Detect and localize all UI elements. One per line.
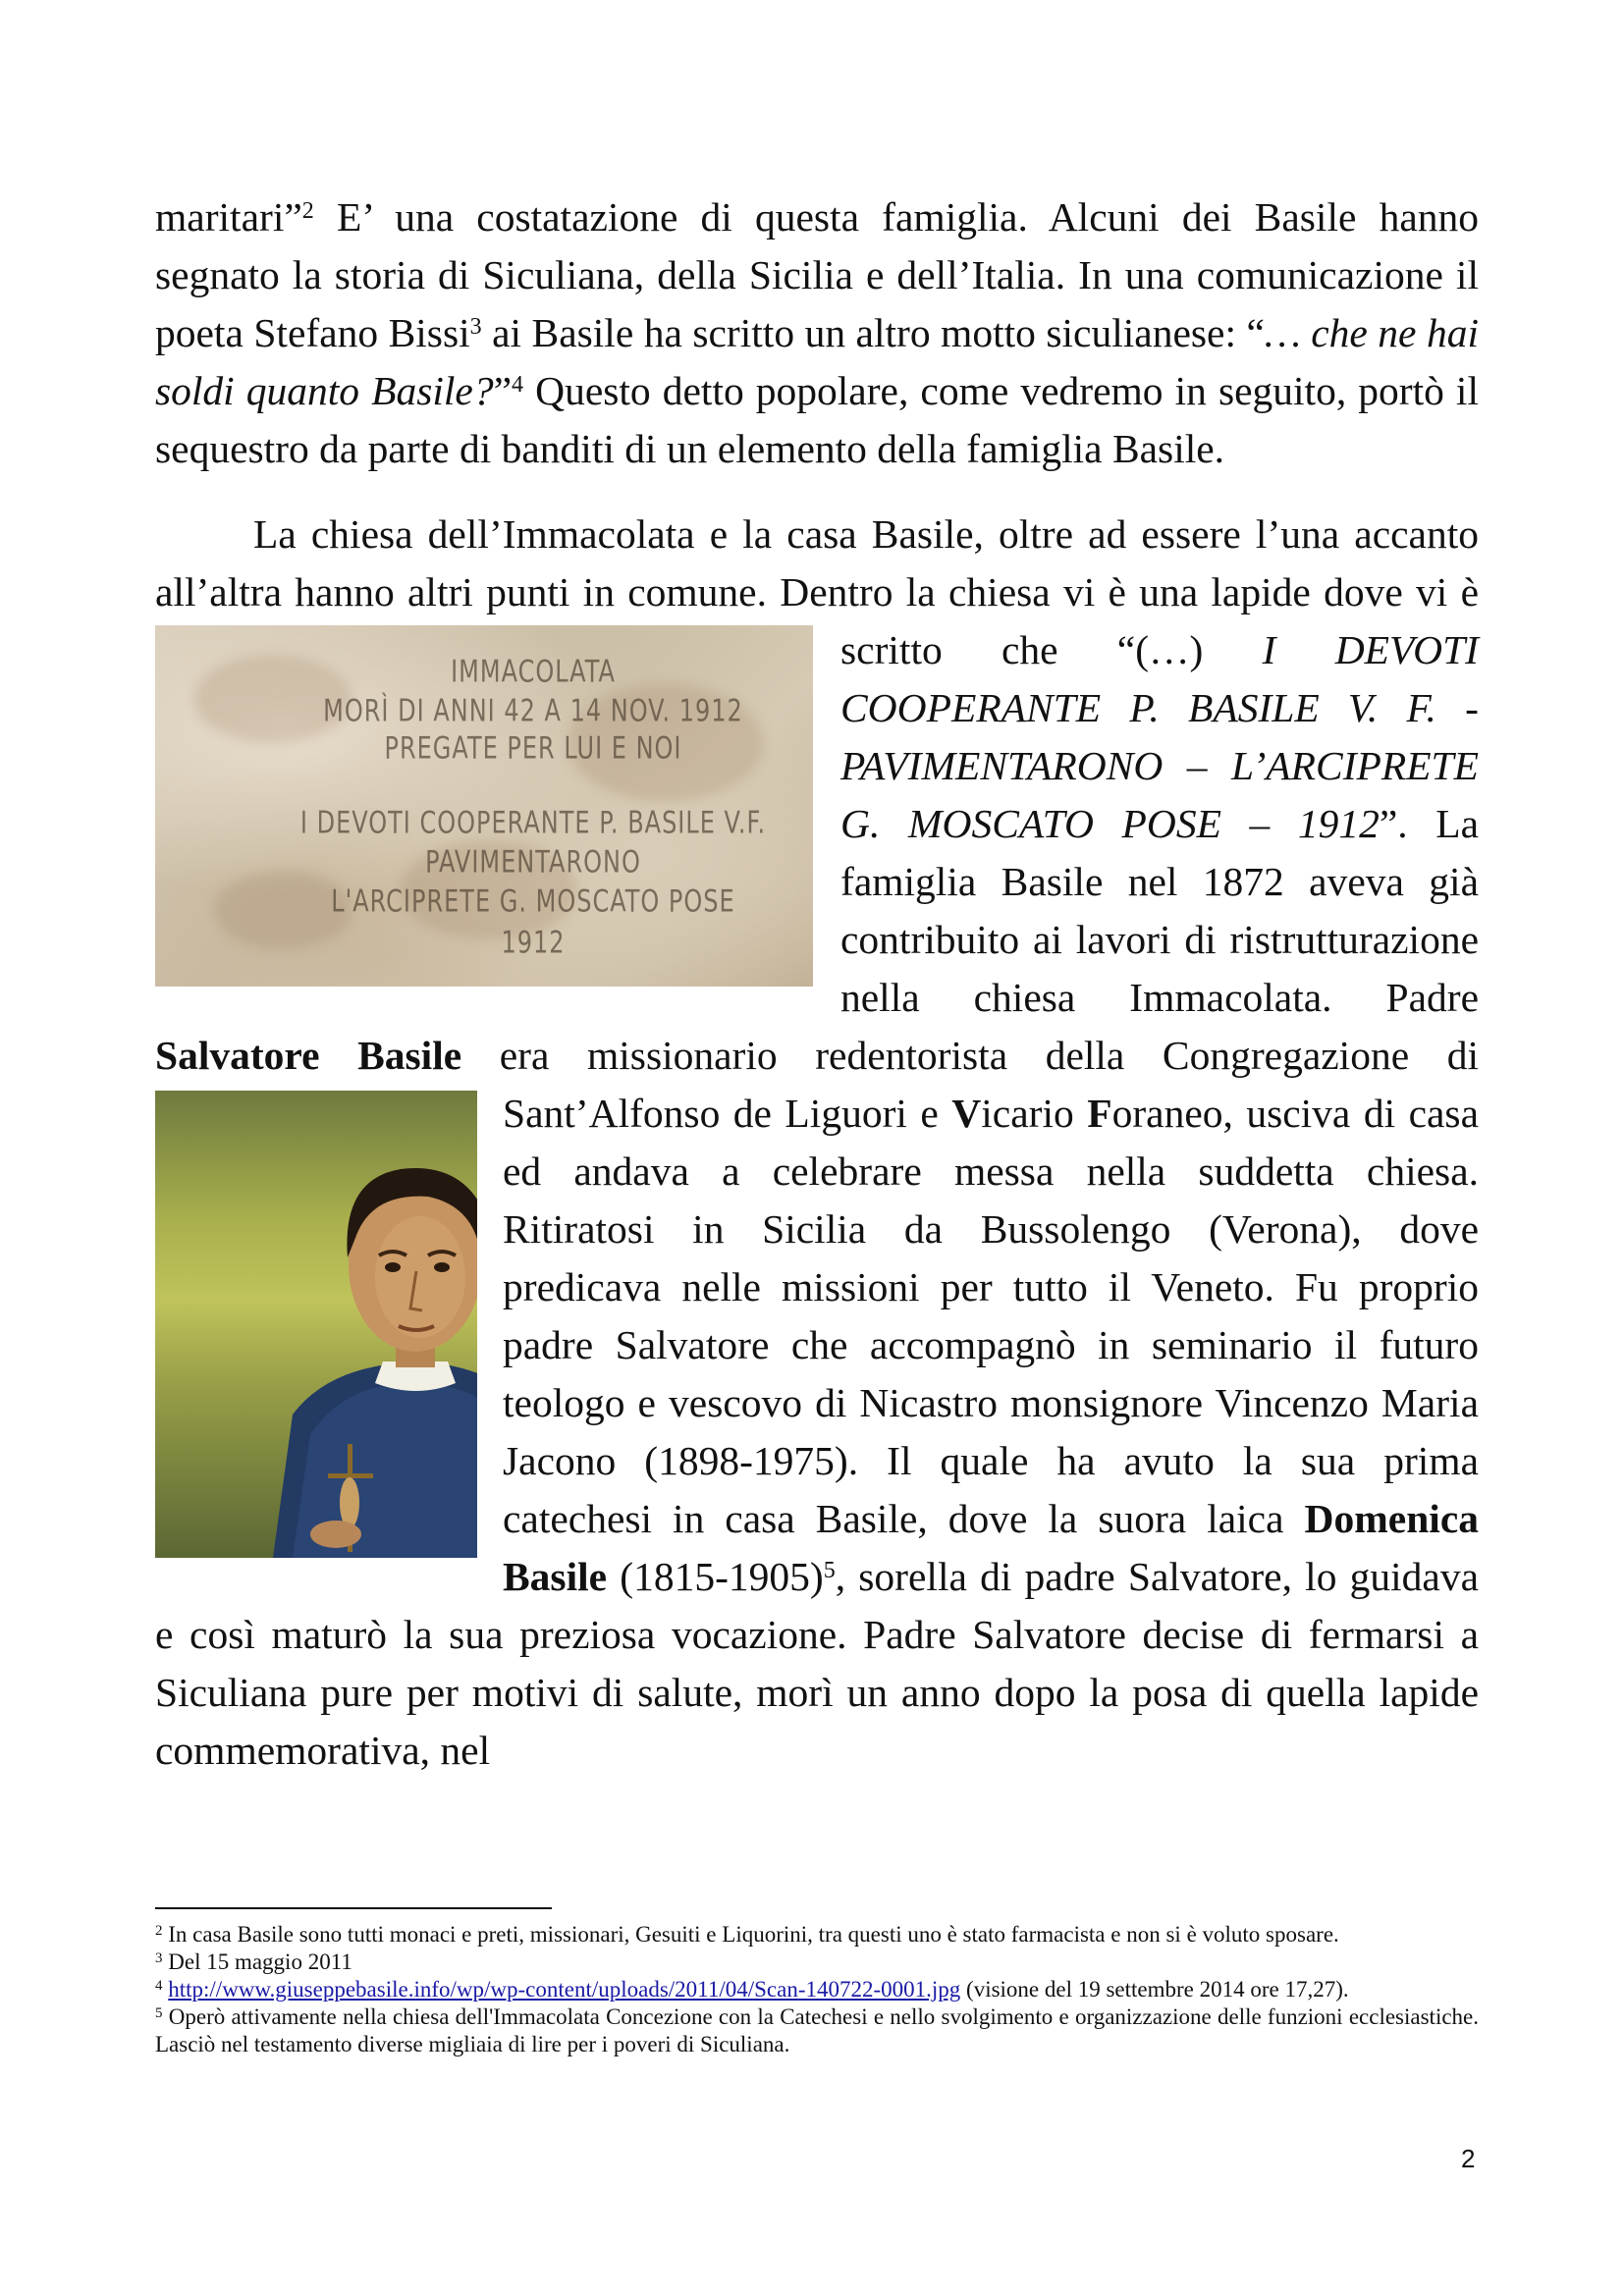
bold-name: Domenica Basile	[503, 1496, 1479, 1599]
bold-initial: F	[1087, 1091, 1112, 1136]
footnote-2	[155, 1921, 1479, 1949]
plaque-line: I DEVOTI COOPERANTE P. BASILE V.F.	[299, 804, 767, 841]
text: E’ una costatazione di questa famiglia. Alcuni dei Basile hanno segnato la storia di Siculiana, della Sicilia e dell’Italia. In una comunicazione il poeta Stefano Bissi	[155, 194, 1479, 355]
bold-initial: V	[951, 1091, 982, 1136]
footnote-text: Operò attivamente nella chiesa dell'Immacolata Concezione con la Catechesi e nello svolgimento e organizzazione delle funzioni ecclesiastiche. Lasciò nel testamento diverse migliaia di lire per i poveri di Siculiana.	[155, 2004, 1479, 2056]
plaque-line: PREGATE PER LUI E NOI	[384, 729, 682, 767]
text: era missionario redentorista della Congregazione di Sant’Alfonso de Liguori e	[461, 1033, 1479, 1136]
plaque-line: L'ARCIPRETE G. MOSCATO POSE	[331, 882, 735, 920]
footnote-number: 2	[155, 1923, 163, 1939]
footnote-link[interactable]: http://www.giuseppebasile.info/wp/wp-content/uploads/2011/04/Scan-140722-0001.jpg	[168, 1977, 961, 2002]
footnote-ref-4[interactable]: 4	[512, 372, 524, 398]
plaque-line: MORÌ DI ANNI 42 A 14 NOV. 1912	[323, 692, 743, 729]
footnote-number: 5	[155, 2005, 163, 2021]
footnote-separator	[155, 1907, 552, 1909]
footnote-ref-3[interactable]: 3	[469, 314, 482, 340]
italic-quote: … che ne hai soldi quanto Basile?	[155, 310, 1479, 413]
footnote-5	[155, 2003, 1479, 2058]
portrait-illustration	[253, 1091, 477, 1558]
footnotes	[155, 1907, 1479, 2058]
footnote-3	[155, 1949, 1479, 1976]
text: maritari”	[155, 194, 302, 240]
plaque-line: 1912	[501, 924, 566, 961]
text: Questo detto popolare, come vedremo in seguito, portò il sequestro da parte di banditi di un elemento della famiglia Basile.	[155, 368, 1479, 471]
footnote-4	[155, 1976, 1479, 2003]
text: ai Basile ha scritto un altro motto siculianese: “	[481, 310, 1265, 355]
page-body	[155, 188, 1479, 1780]
footnote-text: Del 15 maggio 2011	[162, 1949, 352, 1974]
text: ”. La famiglia Basile nel 1872 aveva già contribuito ai lavori di ristrutturazione nella chiesa Immacolata. Padre	[840, 801, 1479, 1020]
text: La chiesa dell’Immacolata e la casa Basile, oltre ad essere l’una accanto all’altra hanno altri punti in comune. Dentro la chiesa vi è una lapide dove vi è scritto che “(…)	[155, 511, 1479, 672]
page-number: 2	[1461, 2144, 1476, 2173]
footnote-ref-5[interactable]: 5	[823, 1558, 836, 1583]
footnote-ref-2[interactable]: 2	[301, 198, 314, 224]
paragraph-1	[155, 188, 1479, 478]
footnote-number: 3	[155, 1950, 163, 1966]
footnote-text: In casa Basile sono tutti monaci e preti, missionari, Gesuiti e Liquorini, tra questi uno è stato farmacista e non si è voluto sposare.	[162, 1922, 1339, 1947]
plaque-photo	[155, 625, 813, 987]
italic-inscription: I DEVOTI COOPERANTE P. BASILE V. F. - PAVIMENTARONO – L’ARCIPRETE G. MOSCATO POSE – 1912	[840, 627, 1479, 846]
text: ”	[493, 368, 513, 413]
portrait-photo	[155, 1091, 477, 1558]
text: , sorella di padre Salvatore, lo guidava e così maturò la sua preziosa vocazione. Padre Salvatore decise di fermarsi a Siculiana pure per motivi di salute, morì un anno dopo la posa di quella lapide commemorativa, nel	[155, 1554, 1479, 1773]
text: (1815-1905)	[607, 1554, 824, 1599]
text: oraneo, usciva di casa ed andava a celebrare messa nella suddetta chiesa. Ritiratosi in Sicilia da Bussolengo (Verona), dove predicava nelle missioni per tutto il Veneto. Fu proprio padre Salvatore che accompagnò in seminario il futuro teologo e vescovo di Nicastro monsignore Vincenzo Maria Jacono (1898-1975). Il quale ha avuto la sua prima catechesi in casa Basile, dove la suora laica	[503, 1091, 1479, 1541]
footnote-number: 4	[155, 1978, 163, 1994]
footnote-text: (visione del 19 settembre 2014 ore 17,27).	[960, 1977, 1349, 2002]
bold-name: Salvatore Basile	[155, 1033, 462, 1078]
plaque-line: IMMACOLATA	[451, 653, 616, 690]
text: icario	[981, 1091, 1088, 1136]
paragraph-2	[155, 506, 1479, 1780]
plaque-line: PAVIMENTARONO	[425, 843, 641, 881]
